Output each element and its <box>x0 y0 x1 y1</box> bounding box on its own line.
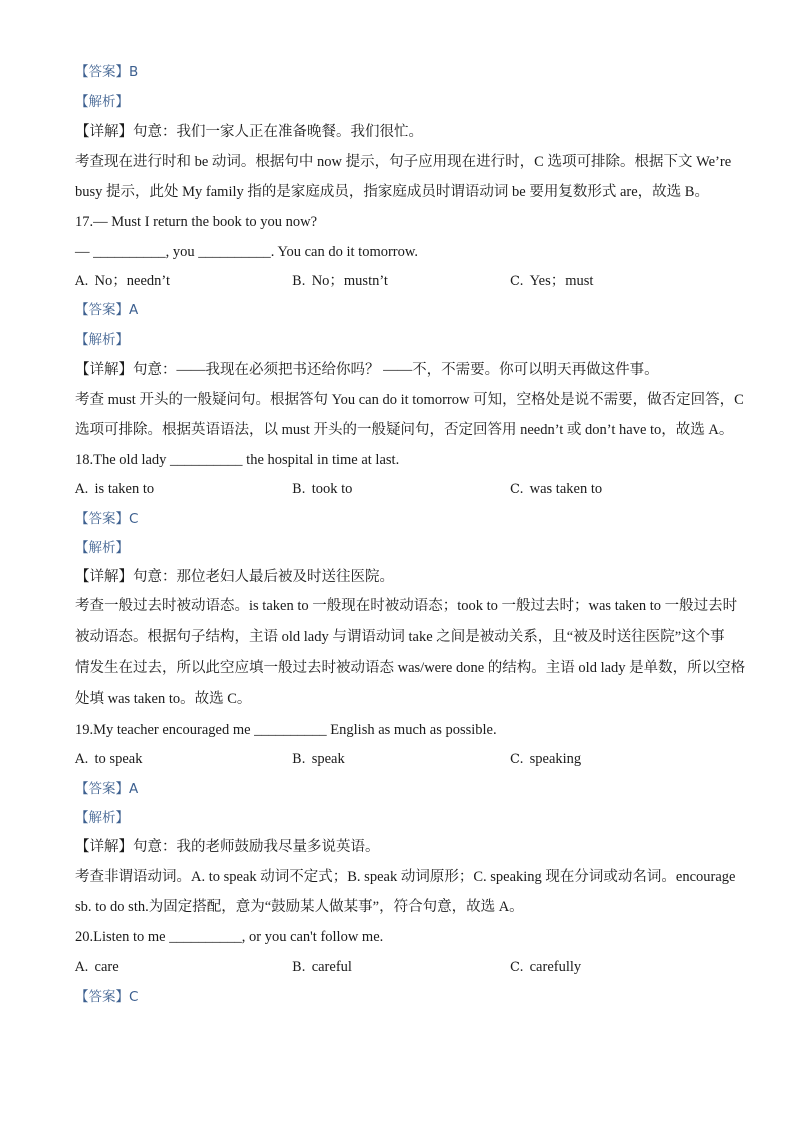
option-c: C. carefully <box>510 959 582 975</box>
detail-text: 【详解】句意：我们一家人正在准备晚餐。我们很忙。 <box>75 124 423 140</box>
explanation-text: 处填 was taken to。故选 C。 <box>75 691 252 707</box>
analysis-label: 【解析】 <box>75 810 129 826</box>
explanation-text: busy 提示，此处 My family 指的是家庭成员，指家庭成员时谓语动词 be 要用复数形式 are，故选 B。 <box>75 184 709 200</box>
option-b: B. No；mustn’t <box>292 273 388 289</box>
option-a: A. care <box>75 959 119 975</box>
explanation-text: 被动语态。根据句子结构，主语 old lady 与谓语动词 take 之间是被动关系，且“被及时送往医院”这个事 <box>75 629 725 645</box>
answer-label: 【答案】C <box>75 989 139 1005</box>
analysis-label: 【解析】 <box>75 540 129 556</box>
answer-label: 【答案】A <box>75 302 139 318</box>
option-c: C. speaking <box>510 751 582 767</box>
option-a: A. to speak <box>75 751 143 767</box>
explanation-text: 考查 must 开头的一般疑问句。根据答句 You can do it tomorrow 可知，空格处是说不需要，做否定回答，C <box>75 392 744 408</box>
question-18: 18.The old lady __________ the hospital in time at last. <box>75 452 400 468</box>
answer-label: 【答案】B <box>75 64 139 80</box>
explanation-text: sb. to do sth.为固定搭配，意为“鼓励某人做某事”，符合句意，故选 A。 <box>75 899 524 915</box>
question-17-response: — __________, you __________. You can do it tomorrow. <box>75 244 419 260</box>
analysis-label: 【解析】 <box>75 332 129 348</box>
answer-label: 【答案】A <box>75 781 139 797</box>
detail-text: 【详解】句意：我的老师鼓励我尽量多说英语。 <box>75 839 380 855</box>
option-b: B. careful <box>292 959 352 975</box>
option-b: B. speak <box>292 751 345 767</box>
detail-text: 【详解】句意：——我现在必须把书还给你吗？ ——不，不需要。你可以明天再做这件事。 <box>75 362 659 378</box>
question-20: 20.Listen to me __________, or you can't follow me. <box>75 929 384 945</box>
option-c: C. was taken to <box>510 481 603 497</box>
explanation-text: 选项可排除。根据英语语法，以 must 开头的一般疑问句，否定回答用 needn’t 或 don’t have to，故选 A。 <box>75 422 734 438</box>
option-c: C. Yes；must <box>510 273 594 289</box>
question-19: 19.My teacher encouraged me __________ English as much as possible. <box>75 722 497 738</box>
explanation-text: 考查非谓语动词。A. to speak 动词不定式；B. speak 动词原形；C. speaking 现在分词或动名词。encourage <box>75 869 736 885</box>
answer-label: 【答案】C <box>75 511 139 527</box>
option-a: A. is taken to <box>75 481 155 497</box>
explanation-text: 考查现在进行时和 be 动词。根据句中 now 提示，句子应用现在进行时，C 选项可排除。根据下文 We’re <box>75 154 732 170</box>
explanation-text: 考查一般过去时被动语态。is taken to 一般现在时被动语态；took to 一般过去时；was taken to 一般过去时 <box>75 598 738 614</box>
question-17: 17.— Must I return the book to you now? <box>75 214 318 230</box>
analysis-label: 【解析】 <box>75 94 129 110</box>
detail-text: 【详解】句意：那位老妇人最后被及时送往医院。 <box>75 569 394 585</box>
option-a: A. No；needn’t <box>75 273 170 289</box>
explanation-text: 情发生在过去，所以此空应填一般过去时被动语态 was/were done 的结构。主语 old lady 是单数，所以空格 <box>75 660 746 676</box>
option-b: B. took to <box>292 481 353 497</box>
